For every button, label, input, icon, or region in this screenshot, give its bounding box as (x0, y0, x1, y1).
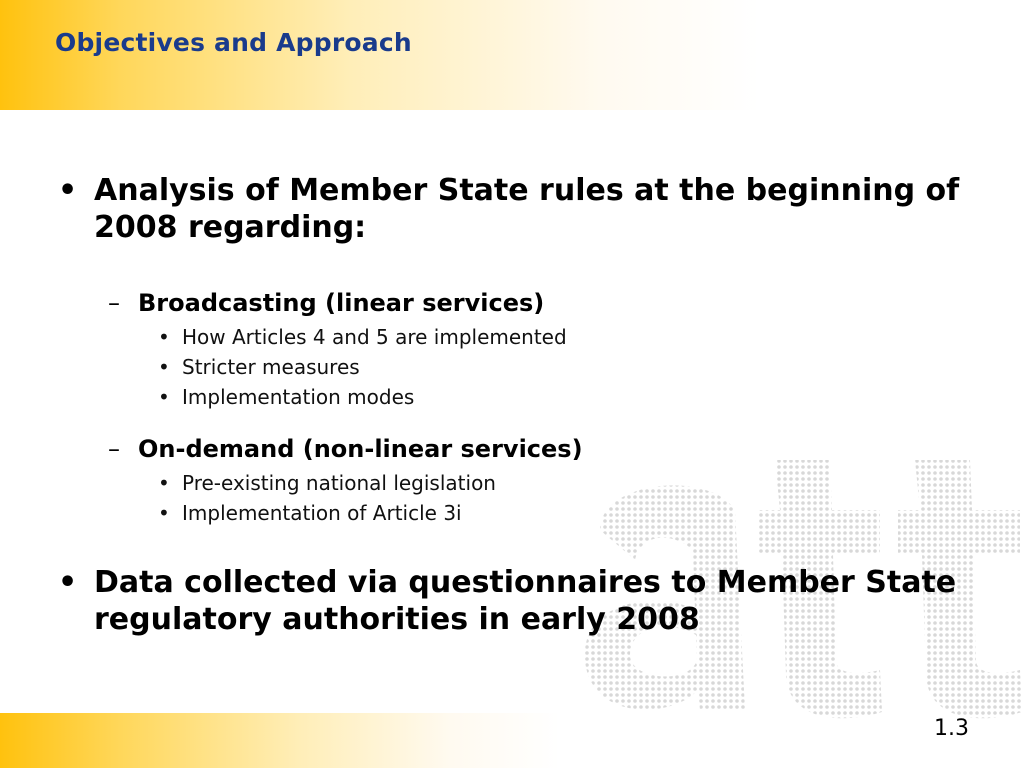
slide-title: Objectives and Approach (55, 28, 412, 57)
dash-icon: – (108, 289, 120, 317)
bullet-icon: • (158, 501, 170, 525)
subbullet-text: On-demand (non-linear services) (138, 435, 583, 463)
bullet-icon: • (58, 565, 78, 600)
list-item-text: Implementation of Article 3i (182, 501, 462, 525)
dash-icon: – (108, 435, 120, 463)
bullet-icon: • (158, 325, 170, 349)
bullet-text: Analysis of Member State rules at the beginning of 2008 regarding: (94, 173, 960, 245)
list-item-text: Pre-existing national legislation (182, 471, 496, 495)
bullet-icon: • (58, 173, 78, 208)
list-item-text: How Articles 4 and 5 are implemented (182, 325, 567, 349)
bullet-icon: • (158, 355, 170, 379)
page-number: 1.3 (934, 716, 969, 741)
bullet-icon: • (158, 471, 170, 495)
list-item-text: Implementation modes (182, 385, 415, 409)
subbullet-text: Broadcasting (linear services) (138, 289, 545, 317)
bullet-text: Data collected via questionnaires to Member State regulatory authorities in early 2008 (94, 565, 957, 637)
bullet-icon: • (158, 385, 170, 409)
list-item-text: Stricter measures (182, 355, 360, 379)
